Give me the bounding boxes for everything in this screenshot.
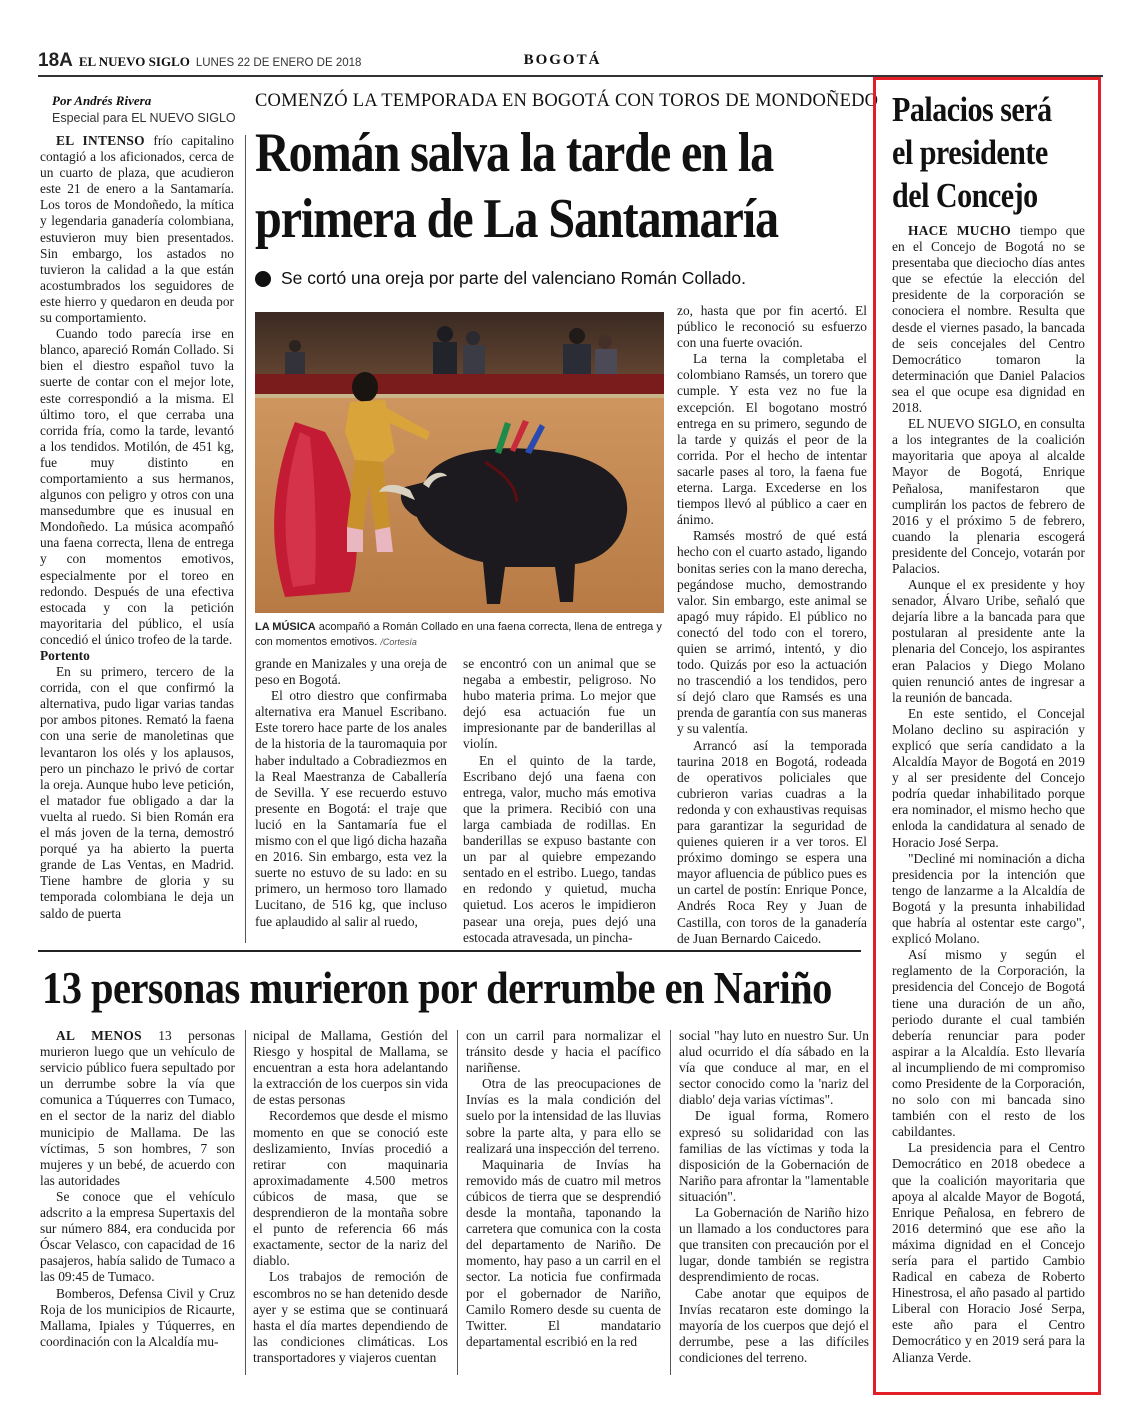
paragraph: social "hay luto en nuestro Sur. Un alud ocurrido el día sábado en la vía que conduce al mar, en el sector conocido como la 'nariz del diablo' deja varias víctimas". bbox=[679, 1028, 869, 1108]
second-story-column-4 bbox=[679, 1028, 869, 1383]
lead-in: HACE MUCHO bbox=[908, 223, 1012, 238]
paragraph: Otra de las preocupaciones de Invías es la mala condición del suelo por la intensidad de las lluvias sobre la parte alta, y para ello se realizará una inspección del terreno. bbox=[466, 1076, 661, 1156]
lead-in: AL MENOS bbox=[56, 1028, 142, 1043]
paragraph: Ramsés mostró de qué está hecho con el cuarto astado, ligando bonitas series con la mano derecha, pegándose mucho, demostrando valor. Sin embargo, este animal se apagó muy rápido. El público no conectó del todo con el torero, quien se arrimó, intentó, y dio todo. Quizás por eso la actuación no trascendió a los tendidos, pero sí dejó claro que Ramsés es una prenda de garantía con sus maneras y su valentía. bbox=[677, 528, 867, 737]
photo-caption bbox=[255, 620, 665, 650]
paragraph: Maquinaria de Invías ha removido más de cuatro mil metros cúbicos de tierra que se desprendió desde la montaña, taponando la carretera que comunica con la costa del departamento de Nariño. De momento, hay paso a un carril en el sector. La noticia fue confirmada por el gobernador de Nariño, Camilo Romero desde su cuenta de Twitter. El mandatario departamental escribió en la red bbox=[466, 1156, 661, 1349]
second-story-column-3 bbox=[466, 1028, 661, 1383]
paragraph: Cabe anotar que equipos de Invías recataron este domingo la mayoría de los cuerpos que dejó el derrumbe, pese a las difíciles condiciones del terreno. bbox=[679, 1285, 869, 1365]
paragraph: zo, hasta que por fin acertó. El público le reconoció su esfuerzo con una fuerte ovación. bbox=[677, 303, 867, 351]
caption-text: acompañó a Román Collado en una faena correcta, llena de entrega y con momentos emotivos. bbox=[255, 621, 662, 648]
paragraph: Se conoce que el vehículo adscrito a la empresa Supertaxis del sur número 884, era conducida por Óscar Velasco, con capacidad de 16 pasajeros, había salido de Tumaco a las 09:45 de Tumaco. bbox=[40, 1188, 235, 1285]
main-story-headline bbox=[255, 120, 788, 252]
story-separator bbox=[38, 950, 861, 952]
paragraph: En este sentido, el Concejal Molano declino su aspiración y explicó que sería candidato a la Alcaldía Mayor de Bogotá en 2019 y al ser presidente del Concejo podría quedar inhabilitado porque era nominador, el mismo hecho que enloda la candidatura al senado de Horacio José Serpa. bbox=[892, 705, 1085, 850]
headline-line: Román salva la tarde en la bbox=[255, 122, 774, 184]
column-rule bbox=[245, 1030, 246, 1375]
column-rule bbox=[457, 1030, 458, 1375]
paragraph: La Gobernación de Nariño hizo un llamado a los conductores para que transiten con precaución por el lugar, donde también se registra desprendimiento de rocas. bbox=[679, 1205, 869, 1285]
paragraph: De igual forma, Romero expresó su solidaridad con las familias de las víctimas y toda la disposición de la Gobernación de Nariño para afrontar la "lamentable situación". bbox=[679, 1108, 869, 1204]
paragraph: con un carril para normalizar el tránsito desde y hacia el pacífico nariñense. bbox=[466, 1028, 661, 1076]
byline-role: Especial para EL NUEVO SIGLO bbox=[52, 111, 236, 125]
paragraph: Recordemos que desde el mismo momento en que se conoció este deslizamiento, Invías procedió a retirar con maquinaria aproximadamente 4.500 metros cúbicos de masa, que se desprendieron de la montaña sobre el punto de referencia 66 más exactamente, sector de la nariz del diablo. bbox=[253, 1108, 448, 1269]
column-rule bbox=[670, 1030, 671, 1375]
main-story-column-1 bbox=[40, 133, 234, 943]
main-story-column-4 bbox=[677, 303, 867, 946]
sidebar-headline bbox=[892, 88, 1064, 217]
headline-line: primera de La Santamaría bbox=[255, 188, 778, 250]
paragraph: se encontró con un animal que se negaba a embestir, peligroso. No hubo materia prima. Lo mejor que dejó esa actuación fue un impresionante par de banderillas al violín. bbox=[463, 656, 656, 752]
subheading: Portento bbox=[40, 648, 90, 663]
photo-credit: /Cortesía bbox=[380, 637, 417, 647]
paragraph: En su primero, tercero de la corrida, con el que confirmó la alternativa, pudo ligar varias tandas por ambos pitones. Remató la faena con una serie de manoletinas que levantaron los olés y los aplausos, pero un pinchazo le privó de cortar la oreja. Aunque hubo leve petición, el matador fue obligado a dar la vuelta al ruedo. Si bien Román era el más joven de la terna, demostró porqué ya ha abierto la puerta grande de Las Ventas, en Madrid. Tiene hambre de gloria y su temporada colombiana le deja un saldo de puerta bbox=[40, 664, 234, 921]
bullfight-photo bbox=[255, 312, 664, 613]
headline-line: Palacios será bbox=[892, 90, 1052, 129]
paragraph: "Decliné mi nominación a dicha presidencia por la intención que tengo de lanzarme a la Alcaldía de Bogotá y la presunta inhabilidad que habría al ostentar este cargo", explicó Molano. bbox=[892, 850, 1085, 947]
main-story-column-3 bbox=[463, 656, 656, 946]
paragraph: En el quinto de la tarde, Escribano dejó una faena con entrega, valor, mucho más emotiva que la primera. Recibió con una larga cambiada de rodillas. En banderillas se expuso bastante con un par al quiebre empezando sentado en el estribo. Luego, tandas en redondo y quietud, mucha quietud. Los aceros le impidieron pasear una oreja, pues dejó una estocada atravesada, un pincha- bbox=[463, 752, 656, 945]
paragraph: nicipal de Mallama, Gestión del Riesgo y hospital de Mallama, se encuentran a esta hora adelantando la extracción de los cuerpos sin vida de estas personas bbox=[253, 1028, 448, 1108]
paragraph: grande en Manizales y una oreja de peso en Bogotá. bbox=[255, 656, 447, 688]
paragraph: Bomberos, Defensa Civil y Cruz Roja de los municipios de Ricaurte, Mallama, Ipiales y Túquerres, en coordinación con la Alcaldía mu- bbox=[40, 1285, 235, 1349]
deck-text: Se cortó una oreja por parte del valenciano Román Collado. bbox=[281, 268, 747, 288]
second-story-column-2 bbox=[253, 1028, 448, 1383]
paragraph: tiempo que en el Concejo de Bogotá no se presentaba que dieciocho días antes que se efectúe la elección del presidente de la corporación se conociera el nombre. Resulta que desde el viernes pasado, la bancada de seis concejales del Centro Democrático tomaron la determinación que Daniel Palacios sea el que ocupe esa dignidad en 2018. bbox=[892, 223, 1085, 416]
main-story-deck bbox=[255, 268, 875, 289]
paragraph: EL NUEVO SIGLO, en consulta a los integrantes de la coalición mayoritaria que apoya al alcalde Mayor de Bogotá, Enrique Peñalosa, manifestaron que cumplirán los pactos de febrero de 2016 y el próximo 5 de febrero, cuando la plenaria escogerá presidente del Concejo, votarán por Palacios. bbox=[892, 416, 1085, 576]
paragraph: La terna la completaba el colombiano Ramsés, un torero que cumple. Y esta vez no fue la excepción. El bogotano mostró entrega en su primero, segundo de la tarde y quizás el peor de la corrida. Por el hecho de intentar sacarle pases al toro, la faena fue eterna. Larga. Excederse en los tiempos llevó al público a caer en ánimo. bbox=[677, 351, 867, 528]
paragraph: Así mismo y según el reglamento de la Corporación, la presidencia del Concejo de Bogotá tiene una duración de un año, periodo durante el cual también debería renunciar para poder aspirar a la Alcaldía. Esto llevaría al incumpliendo de mi compromiso como Presidente de la Corporación, no solo con mi bancada sino también con el resto de los cabildantes. bbox=[892, 947, 1085, 1140]
paragraph: 13 personas murieron luego que un vehículo de servicio público fuera sepultado por un derrumbe sobre la vía que comunica a Túquerres con Tumaco, en el sector de la nariz del diablo municipio de Mallama. De las víctimas, 5 son hombres, 7 son mujeres y un bebé, de acuerdo con las autoridades bbox=[40, 1028, 235, 1188]
second-story-column-1 bbox=[40, 1028, 235, 1383]
byline-author: Por Andrés Rivera bbox=[52, 93, 152, 108]
paragraph: El otro diestro que confirmaba alternativa era Manuel Escribano. Este torero hace parte de los anales de la historia de la tauromaquia por haber indultado a Cobradiezmos en la Real Maestranza de Caballería de Sevilla. Y ese recuerdo estuvo presente en Bogotá: el traje que lució en la Santamaría fue el mismo con el que ligó dicha hazaña en 2016. Sin embargo, esta vez la suerte no estuvo de su lado: en su primero, un hermoso toro llamado Lucitano, de 516 kg, que incluso fue aplaudido al salir al ruedo, bbox=[255, 688, 447, 929]
bullet-icon bbox=[255, 271, 271, 287]
section-label: BOGOTÁ bbox=[523, 52, 602, 68]
sidebar-body bbox=[892, 223, 1085, 1383]
main-story-kicker: COMENZÓ LA TEMPORADA EN BOGOTÁ CON TOROS DE MONDOÑEDO bbox=[255, 91, 879, 111]
paragraph: Cuando todo parecía irse en blanco, apareció Román Collado. Si bien el diestro español tuvo la suerte de contar con el mejor lote, este correspondió a la misma. El último toro, el que cerraba una corrida fría, como la tarde, levantó a los tendidos. Motilón, de 451 kg, fue muy distinto en comportamiento a sus hermanos, algunos con peligro y otros con una mansedumbre que es inusual en Mondoñedo. La música acompañó una faena correcta, llena de entrega y con momentos emotivos, especialmente por el toreo en redondo. Después de una efectiva estocada y con la petición mayoritaria del público, el usía concedió el único trofeo de la tarde. bbox=[40, 326, 234, 647]
paragraph: La presidencia para el Centro Democrático en 2018 obedece a que la coalición mayoritaria que apoya al alcalde Mayor de Bogotá, Enrique Peñalosa, en febrero de 2016 determinó que ese año la máxima dignidad en el Concejo sería para el partido Cambio Radical en cabeza de Roberto Hinestrosa, el año pasado al partido Liberal con Horacio José Serpa, este año para el Centro Democrático y en 2019 será para la Alianza Verde. bbox=[892, 1140, 1085, 1365]
caption-lead: LA MÚSICA bbox=[255, 621, 316, 633]
paragraph: frío capitalino contagió a los aficionados, cerca de un cuarto de plaza, que acudieron este 21 de enero a la Santamaría. Los toros de Mondoñedo, la mítica y legendaria ganadería colombiana, estuvieron muy bien presentados. Sin embargo, los astados no tuvieron la calidad a la que están acostumbrados los seguidores de este hierro y quedaron en deuda por su comportamiento. bbox=[40, 133, 234, 326]
column-rule bbox=[245, 135, 246, 943]
headline-line: el presidente bbox=[892, 133, 1048, 172]
paper-name: EL NUEVO SIGLO bbox=[78, 54, 190, 69]
headline-line: del Concejo bbox=[892, 176, 1038, 215]
main-story-column-2 bbox=[255, 656, 447, 946]
second-story-headline: 13 personas murieron por derrumbe en Nariño bbox=[42, 962, 832, 1013]
paragraph: Los trabajos de remoción de escombros no se han detenido desde ayer y se estima que se continuará hasta el día martes dependiendo de las condiciones climáticas. Los transportadores y viajeros cuentan bbox=[253, 1269, 448, 1365]
page-number: 18A bbox=[38, 50, 73, 71]
lead-in: EL INTENSO bbox=[56, 133, 145, 148]
paragraph: Arrancó así la temporada taurina 2018 en Bogotá, rodeada de operativos policiales que cubrieron varias cuadras a la redonda y con exhaustivas requisas para garantizar la seguridad de quienes quieren ir a ver toros. El próximo domingo se espera una mayor afluencia de público pues es un cartel de postín: Enrique Ponce, Andrés Roca Rey y Juan de Castilla, con toros de la ganadería de Juan Bernardo Caicedo. bbox=[677, 737, 867, 946]
paragraph: Aunque el ex presidente y hoy senador, Álvaro Uribe, señaló que dejaría libre a la bancada para que postularan al presidente ante la plenaria del Concejo, los aspirantes eran Palacios y Diego Molano quien renunció antes de ingresar a la reunión de bancada. bbox=[892, 577, 1085, 705]
issue-date: LUNES 22 DE ENERO DE 2018 bbox=[195, 57, 362, 69]
